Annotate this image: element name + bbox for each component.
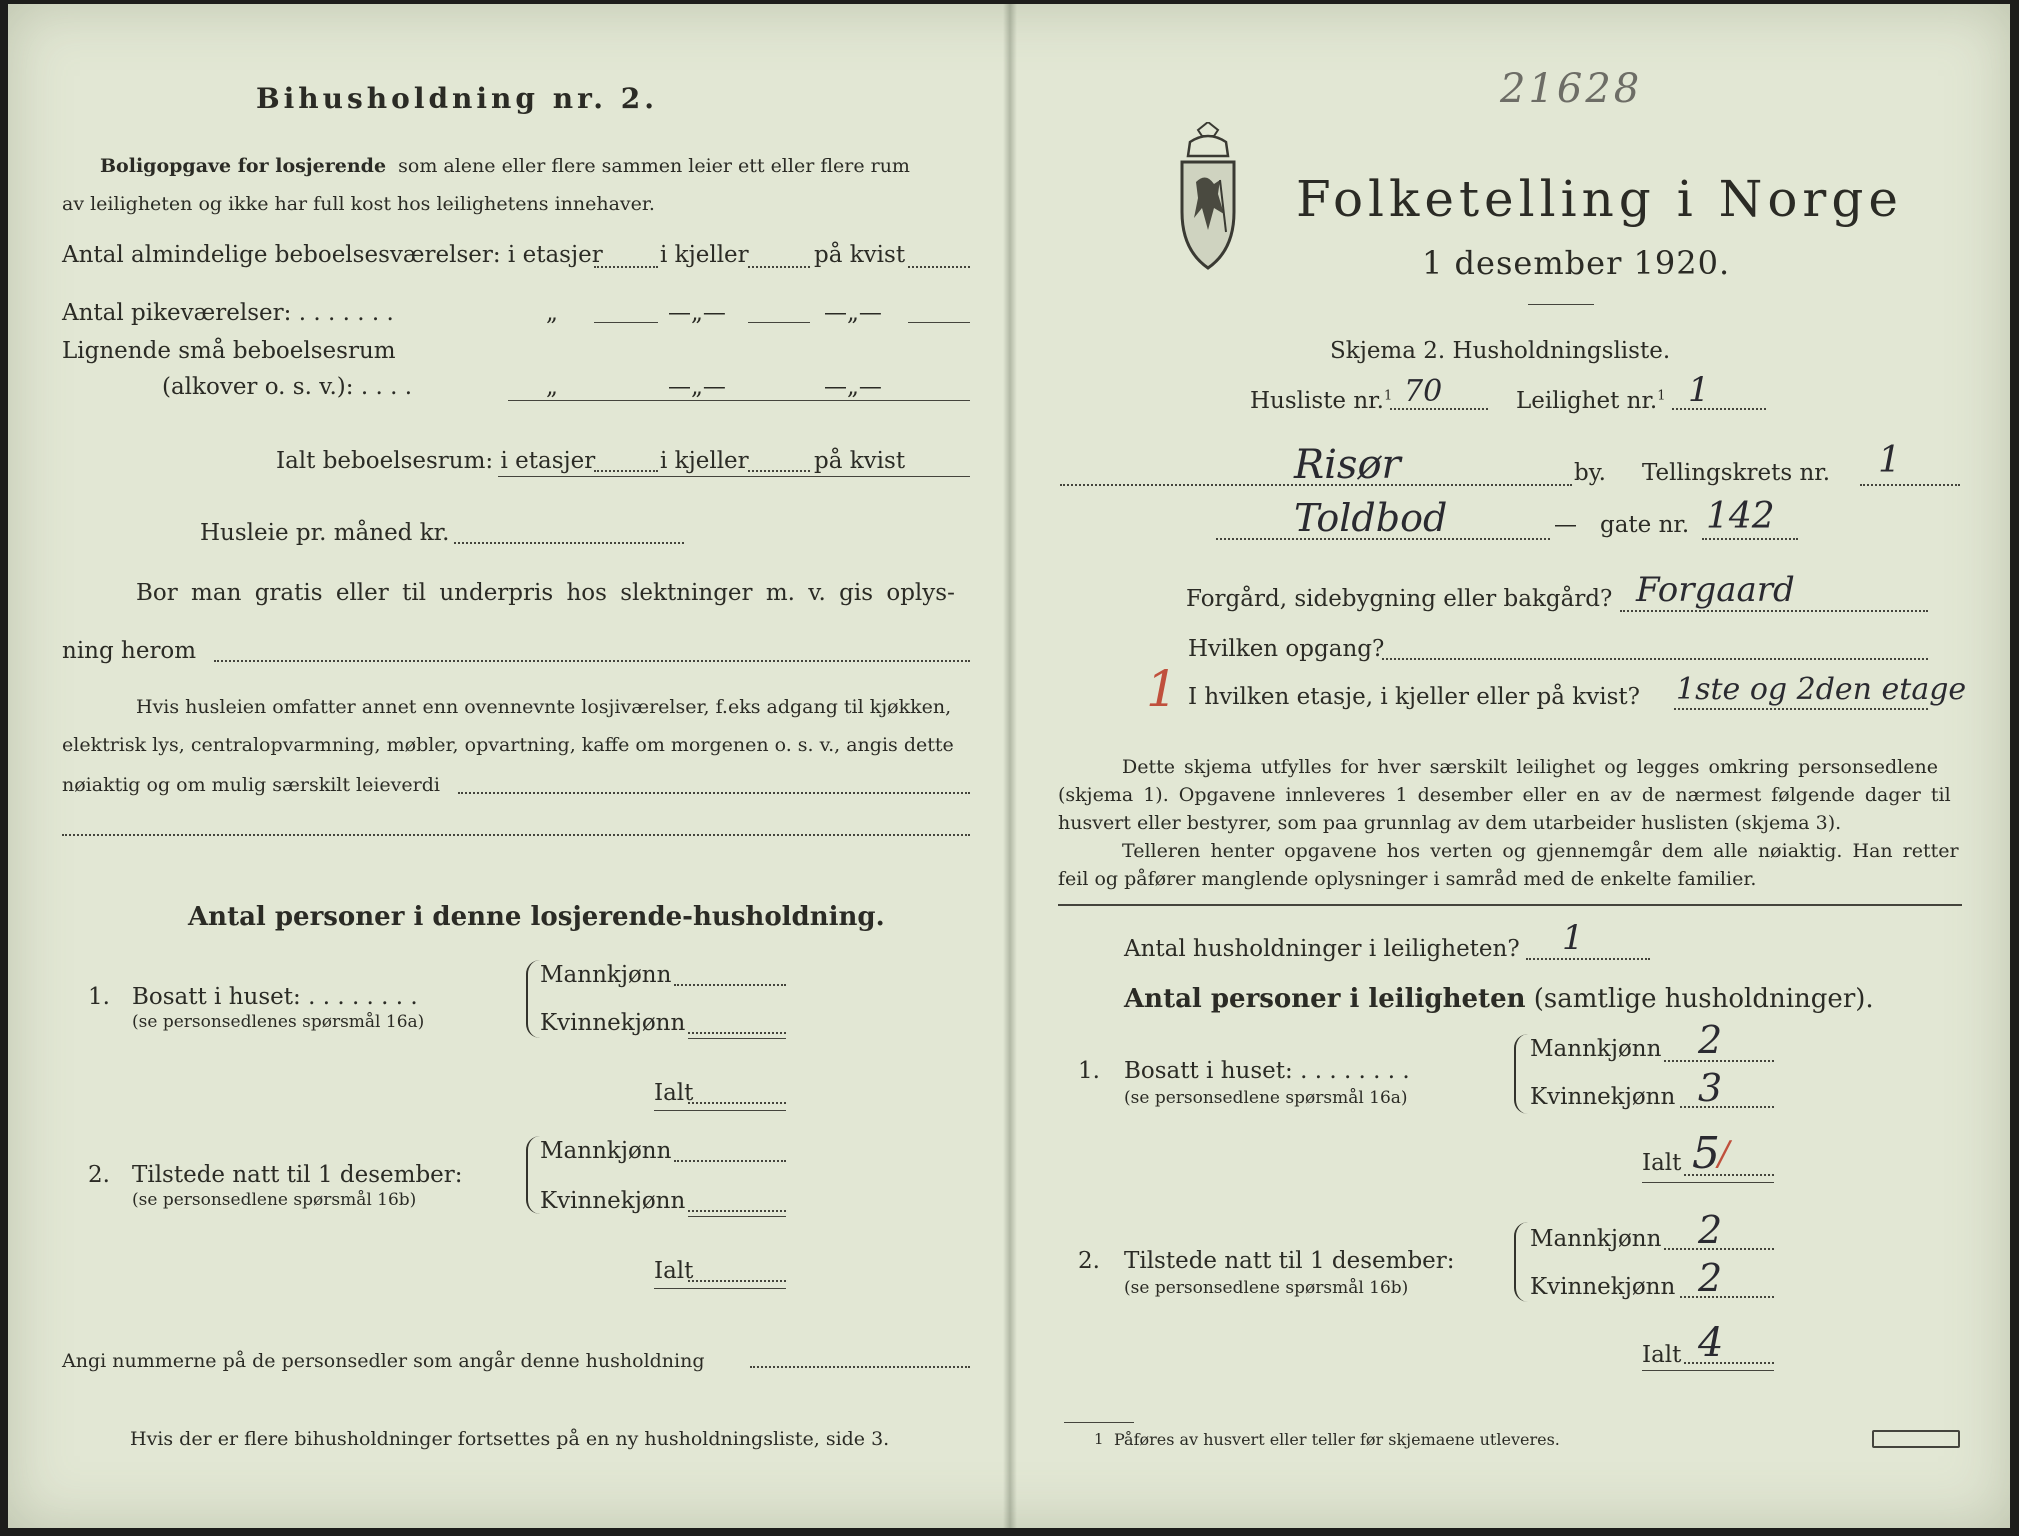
ditto-5: —„— — [668, 374, 726, 400]
ditto-6: —„— — [824, 374, 882, 400]
right-pres-male-label: Mannkjønn — [1530, 1226, 1662, 1252]
right-res-male-label: Mannkjønn — [1530, 1036, 1662, 1062]
right-res-female-line[interactable] — [1680, 1106, 1774, 1108]
apt-no-sup: 1 — [1657, 388, 1666, 404]
pres-male-value: 2 — [1698, 1208, 1723, 1252]
right-persons-heading-suffix: (samtlige husholdninger). — [1533, 984, 1874, 1014]
households-label: Antal husholdninger i leiligheten? — [1124, 936, 1520, 962]
right-persons-heading-bold: Antal personer i leiligheten — [1124, 984, 1526, 1014]
right-res-female-label: Kvinnekjønn — [1530, 1084, 1676, 1110]
left-pres-male-label: Mannkjønn — [540, 1138, 672, 1164]
right-present-num: 2. — [1078, 1248, 1100, 1274]
apt-no-line[interactable] — [1672, 408, 1766, 410]
left-res-male-label: Mannkjønn — [540, 962, 672, 988]
instructions-4: Telleren henter opgavene hos verten og gjennemgår dem alle nøiaktig. Han retter — [1122, 840, 1959, 862]
households-line[interactable] — [1526, 958, 1650, 960]
left-pres-total-label: Ialt — [654, 1258, 694, 1284]
right-resident-ref: (se personsedlene spørsmål 16a) — [1124, 1088, 1408, 1108]
right-pres-total-label: Ialt — [1642, 1342, 1682, 1368]
right-pres-female-line[interactable] — [1680, 1296, 1774, 1298]
town-line[interactable] — [1060, 484, 1572, 486]
footnote-mark: 1 — [1094, 1430, 1104, 1448]
right-pres-male-line[interactable] — [1664, 1248, 1774, 1250]
rooms-floors-line[interactable] — [594, 266, 658, 268]
census-date: 1 desember 1920. — [1422, 244, 1731, 282]
district-line[interactable] — [1860, 484, 1960, 486]
district-label: Tellingskrets nr. — [1642, 460, 1831, 486]
footnote: Påføres av husvert eller teller før skjemaene utleveres. — [1114, 1430, 1560, 1449]
total-cellar: i kjeller — [660, 448, 749, 474]
maid-line-3[interactable] — [908, 322, 970, 323]
right-pres-total-line[interactable] — [1684, 1362, 1774, 1364]
street-value: Toldbod — [1294, 496, 1448, 540]
left-pres-male-line[interactable] — [674, 1160, 786, 1162]
left-res-female-under — [688, 1038, 786, 1039]
floor-value: 1ste og 2den etage — [1676, 672, 1967, 707]
free-line[interactable] — [214, 660, 970, 662]
left-res-female-line[interactable] — [688, 1032, 786, 1034]
total-floors-line[interactable] — [594, 470, 658, 472]
right-present-brace — [1514, 1222, 1528, 1302]
left-title: Bihusholdning nr. 2. — [256, 82, 658, 115]
res-total-value: 5 — [1692, 1128, 1720, 1179]
ditto-1: „ — [546, 300, 558, 326]
free-line-2: ning herom — [62, 638, 197, 664]
pres-female-value: 2 — [1698, 1256, 1723, 1300]
right-pres-total-under — [1642, 1370, 1774, 1371]
small-rooms-line[interactable] — [508, 400, 970, 401]
left-present-label: Tilstede natt til 1 desember: — [132, 1162, 463, 1188]
instructions-1: Dette skjema utfylles for hver særskilt leilighet og legges omkring personsedlene — [1122, 756, 1938, 778]
street-number: 142 — [1706, 496, 1775, 537]
apt-no-text: Leilighet nr. — [1516, 388, 1658, 414]
list-no-value: 70 — [1404, 374, 1443, 409]
rent-info-line-2[interactable] — [62, 834, 970, 836]
right-res-total-line[interactable] — [1684, 1174, 1774, 1176]
rooms-attic-line[interactable] — [908, 266, 970, 268]
left-present-brace — [526, 1136, 540, 1214]
ditto-4: „ — [546, 374, 558, 400]
left-pres-female-under — [688, 1216, 786, 1217]
printer-stamp — [1872, 1430, 1960, 1448]
right-res-male-line[interactable] — [1664, 1060, 1774, 1062]
left-present-num: 2. — [88, 1162, 110, 1188]
small-rooms-label-2: (alkover o. s. v.): . . . . — [162, 374, 413, 400]
intro-line-1 — [100, 155, 910, 177]
right-present-ref: (se personsedlene spørsmål 16b) — [1124, 1278, 1409, 1298]
numbers-label: Angi nummerne på de personsedler som angår denne husholdning — [62, 1350, 705, 1372]
left-present-ref: (se personsedlene spørsmål 16b) — [132, 1190, 417, 1210]
building-line[interactable] — [1620, 610, 1928, 612]
list-no-sup: 1 — [1383, 388, 1393, 404]
left-resident-brace — [526, 960, 540, 1038]
district-value: 1 — [1878, 440, 1901, 481]
rooms-attic: på kvist — [814, 242, 906, 268]
list-no-label — [1250, 388, 1392, 414]
pres-total-value: 4 — [1698, 1320, 1724, 1366]
total-attic: på kvist — [814, 448, 906, 474]
town-label: by. — [1574, 460, 1606, 486]
maid-rooms-label: Antal pikeværelser: . . . . . . . — [62, 300, 394, 326]
numbers-line[interactable] — [750, 1366, 970, 1368]
left-pres-female-line[interactable] — [688, 1210, 786, 1212]
households-value: 1 — [1562, 918, 1584, 958]
intro-bold: Boligopgave for losjerende — [100, 155, 387, 177]
red-correction-mark: / — [1718, 1134, 1730, 1174]
entrance-label: Hvilken opgang? — [1188, 636, 1385, 662]
right-resident-brace — [1514, 1034, 1528, 1114]
maid-line-2[interactable] — [748, 322, 810, 323]
floor-label: I hvilken etasje, i kjeller eller på kvist? — [1188, 684, 1640, 710]
rent-info-1: Hvis husleien omfatter annet enn ovennevnte losjiværelser, f.eks adgang til kjøkken, — [136, 696, 952, 718]
page-fold — [1003, 4, 1017, 1528]
red-margin-mark: 1 — [1146, 660, 1178, 718]
rooms-cellar-line[interactable] — [748, 266, 810, 268]
apt-no-label — [1516, 388, 1666, 414]
right-persons-heading — [1124, 984, 1874, 1014]
res-female-value: 3 — [1698, 1066, 1723, 1110]
town-value: Risør — [1294, 442, 1401, 488]
maid-line-1[interactable] — [594, 322, 658, 323]
street-line[interactable] — [1216, 538, 1550, 540]
small-rooms-label-1: Lignende små beboelsesrum — [62, 338, 396, 364]
archive-number: 21628 — [1500, 66, 1643, 112]
rent-info-3: nøiaktig og om mulig særskilt leieverdi — [62, 774, 440, 796]
floor-line[interactable] — [1674, 708, 1928, 710]
ditto-3: —„— — [824, 300, 882, 326]
left-res-total-label: Ialt — [654, 1080, 694, 1106]
left-persons-heading: Antal personer i denne losjerende-husholdning. — [188, 902, 885, 932]
entrance-line[interactable] — [1382, 658, 1928, 660]
left-pres-female-label: Kvinnekjønn — [540, 1188, 686, 1214]
coat-of-arms-icon — [1168, 122, 1248, 272]
footnote-rule — [1064, 1422, 1134, 1423]
rent-info-line-1[interactable] — [458, 792, 970, 794]
total-cellar-line[interactable] — [748, 470, 810, 472]
left-resident-num: 1. — [88, 984, 110, 1010]
left-res-total-under — [654, 1110, 786, 1111]
left-res-male-line[interactable] — [674, 984, 786, 986]
right-resident-label: Bosatt i huset: . . . . . . . . — [1124, 1058, 1410, 1084]
rent-label: Husleie pr. måned kr. — [200, 520, 450, 546]
building-value: Forgaard — [1636, 570, 1795, 610]
apt-no-value: 1 — [1688, 370, 1710, 410]
intro-line-2: av leiligheten og ikke har full kost hos leilighetens innehaver. — [62, 193, 655, 215]
intro-text: som alene eller flere sammen leier ett eller flere rum — [398, 155, 910, 177]
left-resident-ref: (se personsedlenes spørsmål 16a) — [132, 1012, 425, 1032]
section-divider — [1058, 904, 1962, 906]
street-dash: — — [1554, 512, 1577, 538]
left-res-total-line[interactable] — [688, 1102, 786, 1104]
left-pres-total-under — [654, 1288, 786, 1289]
res-male-value: 2 — [1698, 1018, 1723, 1062]
street-no-line[interactable] — [1702, 538, 1798, 540]
list-no-text: Husliste nr. — [1250, 388, 1384, 414]
total-rooms-label: Ialt beboelsesrum: i etasjer — [276, 448, 596, 474]
right-resident-num: 1. — [1078, 1058, 1100, 1084]
left-resident-label: Bosatt i huset: . . . . . . . . — [132, 984, 418, 1010]
building-label: Forgård, sidebygning eller bakgård? — [1186, 586, 1613, 612]
rent-info-2: elektrisk lys, centralopvarmning, møbler, opvartning, kaffe om morgenen o. s. v., angis dette — [62, 734, 954, 756]
left-res-female-label: Kvinnekjønn — [540, 1010, 686, 1036]
instructions-2: (skjema 1). Opgavene innleveres 1 desember eller en av de nærmest følgende dager til — [1058, 784, 1951, 806]
list-no-line[interactable] — [1390, 408, 1488, 410]
main-title: Folketelling i Norge — [1296, 170, 1903, 228]
right-pres-female-label: Kvinnekjønn — [1530, 1274, 1676, 1300]
total-rooms-underline — [498, 476, 970, 477]
right-present-label: Tilstede natt til 1 desember: — [1124, 1248, 1455, 1274]
left-pres-total-line[interactable] — [688, 1280, 786, 1282]
census-form-sheet — [8, 4, 2010, 1528]
continue-note: Hvis der er flere bihusholdninger fortsettes på en ny husholdningsliste, side 3. — [130, 1428, 890, 1450]
right-res-total-under — [1642, 1182, 1774, 1183]
street-label: gate nr. — [1600, 512, 1690, 538]
free-line-1: Bor man gratis eller til underpris hos slektninger m. v. gis oplys- — [136, 580, 955, 606]
instructions-5: feil og påfører manglende oplysninger i samråd med de enkelte familier. — [1058, 868, 1757, 890]
rent-line[interactable] — [454, 542, 684, 544]
instructions-3: husvert eller bestyrer, som paa grunnlag av dem utarbeider huslisten (skjema 3). — [1058, 812, 1842, 834]
right-res-total-label: Ialt — [1642, 1150, 1682, 1176]
title-rule — [1528, 304, 1594, 305]
rooms-cellar: i kjeller — [660, 242, 749, 268]
ditto-2: —„— — [668, 300, 726, 326]
form-name: Skjema 2. Husholdningsliste. — [1330, 338, 1671, 364]
rooms-label: Antal almindelige beboelsesværelser: i etasjer — [62, 242, 603, 268]
